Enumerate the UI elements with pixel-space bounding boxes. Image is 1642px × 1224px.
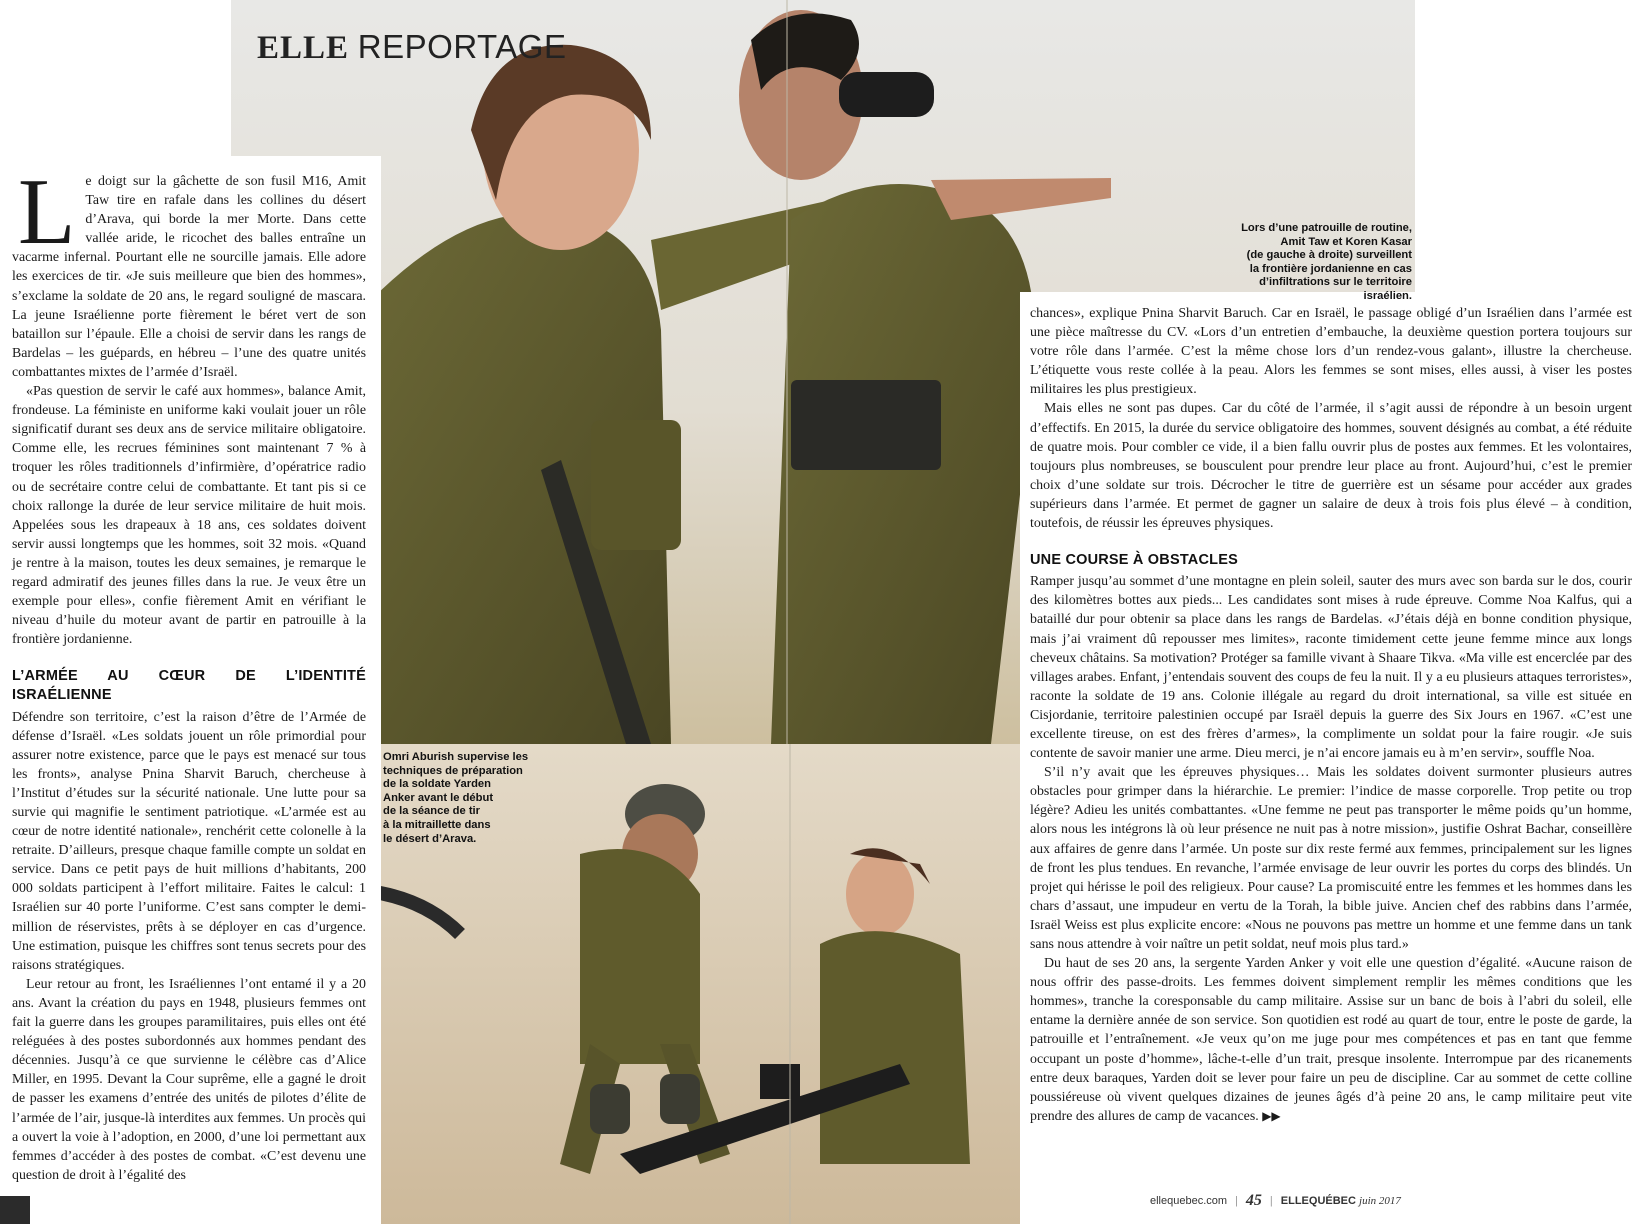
body-paragraph: Leur retour au front, les Israéliennes l’ont entamé il y a 20 ans. Avant la création du pays en 1948, plusieurs femmes ont fait la guerre dans les groupes paramilitaires, puis elles ont été reléguées à des postes subordonnés aux hommes pendant des décennies. Jusqu’à ce que survienne le célèbre cas d’Alice Miller, en 1995. Devant la Cour suprême, elle a gagné le droit de passer les examens d’entrée des unités de pilotes d’élite de l’armée de l’air, jusque-là interdites aux femmes. Un procès qui a ouvert la voie à l’adoption, en 2000, d’une loi permettant aux femmes d’accéder à des postes de combat. «C’est devenu une question de droit à l’égalité des [12, 976, 366, 1183]
body-paragraph: «Pas question de servir le café aux hommes», balance Amit, frondeuse. La féministe en uniforme kaki voulait jouer un rôle significatif durant ses deux ans de service militaire obligatoire. Comme elle, les recrues féminines sont maintenant 7 % à troquer les rôles traditionnels d’infirmière, d’opératrice radio ou de secrétaire contre celui de combattante. Et tant pis si ce choix rallonge la durée de leur service militaire de huit mois. Appelées sous les drapeaux à 18 ans, ces soldates doivent servir aussi longtemps que les hommes, soit 32 mois. «Quand je rentre à la maison, toutes les deux semaines, je remarque le regard admiratif des jeunes filles dans la rue. Je veux être un exemple pour elles», confie fièrement Amit en vérifiant le niveau d’huile du moteur avant de partir en patrouille à la frontière jordanienne. [12, 384, 366, 648]
footer-separator: | [1235, 1195, 1238, 1207]
lead-paragraph: Le doigt sur la gâchette de son fusil M16, Amit Taw tire en rafale dans les collines du désert d’Arava, qui borde la mer Morte. Dans cette vallée aride, le ricochet des balles entraîne un vacarme infernal. Pourtant elle ne sourcille jamais. Elle adore les exercices de tir. «Je suis meilleure que bien des hommes», s’exclame la soldate de 20 ans, le regard souligné de mascara. La jeune Israélienne porte fièrement le béret vert de son bataillon sur l’épaule. Elle a choisi de servir dans les rangs de Bardelas – les guépards, en hébreu – l’une des quatre unités combattantes mixtes de l’armée d’Israël. [12, 160, 366, 380]
body-paragraph: Défendre son territoire, c’est la raison d’être de l’Armée de défense d’Israël. «Les soldats jouent un rôle primordial pour assurer notre existence, parce que le pays est menacé sur tous les fronts», analyse Pnina Sharvit Baruch, chercheuse à l’Institut d’études sur la sécurité nationale. Une lutte pour sa survie qui magnifie le sentiment patriotique. «L’armée est au cœur de notre identité nationale», renchérit cette colonelle à la retraite. D’ailleurs, presque chaque famille compte un soldat en service. Dans ce petit pays de huit millions d’habitants, 200 000 soldats participent à l’effort militaire. Faites le calcul: 1 Israélien sur 40 porte l’uniforme. C’est sans compter le demi-million de réservistes, prêts à se déployer en cas d’urgence. Une estimation, puisque les chiffres sont tenus secrets pour des raisons stratégiques. [12, 709, 366, 973]
bottom-photo-caption: Omri Aburish supervise les techniques de préparation de la soldate Yarden Anker avant le début de la séance de tir à la mitraillette dans le désert d’Arava. [383, 751, 529, 845]
dropcap: L [18, 160, 76, 264]
body-paragraph: Du haut de ses 20 ans, la sergente Yarden Anker y voit elle une question d’égalité. «Aucune raison de nous offrir des passe-droits. Les femmes doivent simplement remplir les mêmes conditions que les hommes», tranche la coresponsable du camp militaire. Assise sur un banc de bois à l’abri du soleil, elle entame la dernière année de son service. Son quotidien est rodé au quart de tour, entre le poste de garde, la patrouille et l’entraînement. «Je veux qu’on me juge pour mes compétences et pas en tant que femme occupant un poste d’homme», lâche-t-elle d’un trait, presque insolente. Interrompue par des ricanements entre deux baraques, Yarden doit se lever pour faire un peu de discipline. Car au sommet de cette colline poussiéreuse où vivent quelques dizaines de jeunes âgés d’à peine 20 ans, le camp militaire peut vite prendre des allures de camp de vacances. ▶▶ [1030, 956, 1632, 1124]
body-paragraph: Mais elles ne sont pas dupes. Car du côté de l’armée, il s’agit aussi de répondre à un besoin urgent d’effectifs. En 2015, la durée du service obligatoire des hommes, souvent désignés au combat, a été réduite de quatre mois. Pour combler ce vide, il a bien fallu ouvrir plus de postes aux femmes. Et les volontaires, toujours plus nombreuses, se bousculent pour prendre leur place au front. Aujourd’hui, c’est le premier choix d’une soldate sur trois. Décrocher le titre de guerrière est un sésame pour accéder aux grades supérieurs dans l’armée. Et permet de gagner un salaire de deux à trois fois plus élevé – à condition, toutefois, de réussir les épreuves physiques. [1030, 401, 1632, 532]
page-number: 45 [1245, 1192, 1262, 1209]
subheading: L’ARMÉE AU CŒUR DE L’IDENTITÉ ISRAÉLIENNE [12, 668, 366, 704]
body-paragraph: S’il n’y avait que les épreuves physiques… Mais les soldates doivent surmonter plusieurs autres obstacles pour grimper dans la hiérarchie. Le premier: l’indice de masse corporelle. Trop petite ou trop légère? Adieu les unités combattantes. «Une femme ne peut pas transporter le même poids qu’un homme, alors nous les intégrons là où leur présence ne nuit pas à notre mission», justifie Oshrat Bachar, conseillère aux affaires de genre dans l’armée. Un poste sur dix reste fermé aux femmes, principalement sur les lignes de front les plus tendues. En revanche, l’armée envisage de leur ouvrir les portes du corps des blindés. Un projet qui hérisse le poil des religieux. Pour cause? La promiscuité entre les femmes et les hommes dans les chars d’assaut, une impudeur en vertu de la Torah, la bible juive. Ancien chef des rabbins dans l’armée, Israël Weiss est plus explicite encore: «Nous ne pouvons pas mettre un homme et une femme dans un tank sans nous attendre à voir naître un petit soldat, neuf mois plus tard.» [1030, 765, 1632, 952]
section-header [257, 28, 566, 67]
footer-url: ellequebec.com [1150, 1195, 1228, 1207]
body-paragraph: Ramper jusqu’au sommet d’une montagne en plein soleil, sauter des murs avec son barda sur le dos, courir des kilomètres bottes aux pieds... Les candidates sont mises à rude épreuve. Comme Noa Kalfus, qui a bataillé dur pour obtenir sa place dans les rangs de Bardelas. «J’étais déjà en bonne condition physique, mais j’ai vraiment dû repousser mes limites», raconte timidement cette jeune femme mince aux longs cheveux châtains. Sa motivation? Protéger sa famille vivant à Shaare Tikva. «Ma ville est encerclée par des villages arabes. Enfant, j’entendais souvent des coups de feu la nuit. Il y a eu plusieurs attaques terroristes», raconte la soldate de 19 ans. Colonie illégale au regard du droit international, sa ville est située en Cisjordanie, territoire palestinien occupé par Israël depuis la guerre des Six Jours en 1967. «C’est une excellente tireuse, on est des frères d’armes», la complimente un soldat pour la faire rougir. «Je suis contente de savoir manier une arme. Dieu merci, je n’ai encore jamais eu à m’en servir», souffle Noa. [1030, 574, 1632, 762]
page-corner-tab [0, 1196, 30, 1224]
body-paragraph: chances», explique Pnina Sharvit Baruch. Car en Israël, le passage obligé d’un Israélien dans l’armée est une pièce maîtresse du CV. «Lors d’un entretien d’embauche, la deuxième question portera toujours sur votre rôle dans l’armée. C’est la même chose lors d’un rendez-vous galant», illustre la chercheuse. L’étiquette vous reste collée à la peau. Alors les femmes se sont mises, elles aussi, à viser les postes militaires les plus prestigieux. [1030, 306, 1632, 398]
left-column [12, 160, 366, 1185]
subheading: UNE COURSE À OBSTACLES [1030, 552, 1238, 569]
right-column [1030, 304, 1632, 1126]
top-photo-caption: Lors d’une patrouille de routine, Amit Taw et Koren Kasar (de gauche à droite) surveillent la frontière jordanienne en cas d’infiltrations sur le territoire israélien. [1241, 222, 1412, 302]
end-mark-icon: ▶▶ [1262, 1108, 1281, 1123]
elle-logo: ELLE [257, 30, 350, 66]
page-footer [1150, 1192, 1401, 1210]
footer-separator: | [1269, 1195, 1273, 1207]
section-title: REPORTAGE [357, 28, 567, 65]
footer-magazine: ELLEQUÉBEC juin 2017 [1280, 1195, 1401, 1207]
